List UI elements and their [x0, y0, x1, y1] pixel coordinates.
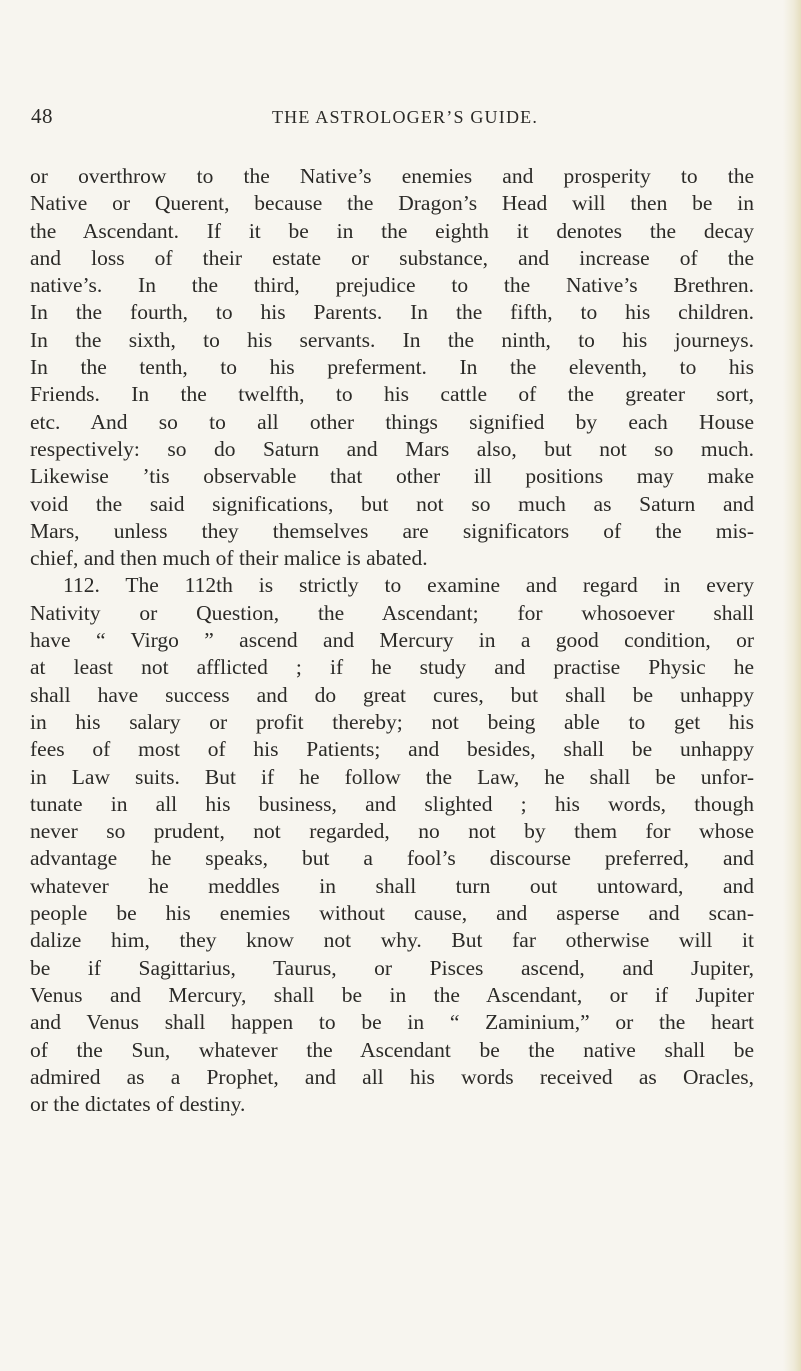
text-line: In the fourth, to his Parents. In the fifth, to his children. — [30, 300, 754, 325]
text-line: native’s. In the third, prejudice to the Native’s Brethren. — [30, 273, 754, 298]
text-line: people be his enemies without cause, and asperse and scan- — [30, 901, 754, 926]
text-line: In the tenth, to his preferment. In the eleventh, to his — [30, 355, 754, 380]
text-line: tunate in all his business, and slighted ; his words, though — [30, 791, 754, 816]
text-line: or overthrow to the Native’s enemies and prosperity to the — [30, 164, 754, 188]
text-line: and loss of their estate or substance, and increase of the — [30, 245, 754, 270]
running-title: THE ASTROLOGER’S GUIDE. — [271, 107, 539, 127]
text-line: Mars, unless they themselves are significators of the mis- — [30, 518, 754, 543]
text-line: shall have success and do great cures, but shall be unhappy — [30, 682, 754, 707]
text-line: advantage he speaks, but a fool’s discourse preferred, and — [30, 846, 754, 871]
text-line: of the Sun, whatever the Ascendant be the native shall be — [30, 1037, 754, 1062]
text-line: etc. And so to all other things signified by each House — [30, 409, 754, 434]
text-line: In the sixth, to his servants. In the ninth, to his journeys. — [30, 327, 754, 352]
text-line: chief, and then much of their malice is abated. — [30, 546, 428, 571]
text-line: Friends. In the twelfth, to his cattle of the greater sort, — [30, 382, 754, 407]
text-line: fees of most of his Patients; and besides, shall be unhappy — [30, 737, 754, 762]
paragraph-112-start: 112. The 112th is strictly to examine and regard in every — [63, 573, 754, 598]
text-line: Native or Querent, because the Dragon’s Head will then be in — [30, 191, 754, 216]
text-line: have “ Virgo ” ascend and Mercury in a good condition, or — [30, 628, 754, 653]
text-line: and Venus shall happen to be in “ Zaminium,” or the heart — [30, 1010, 754, 1035]
page-number: 48 — [31, 104, 53, 128]
text-line: the Ascendant. If it be in the eighth it denotes the decay — [30, 218, 754, 243]
text-line: never so prudent, not regarded, no not by them for whose — [30, 819, 754, 844]
text-line: dalize him, they know not why. But far otherwise will it — [30, 928, 754, 953]
page-edge-shading — [783, 0, 801, 1371]
text-line: be if Sagittarius, Taurus, or Pisces ascend, and Jupiter, — [30, 955, 754, 980]
text-line: at least not afflicted ; if he study and practise Physic he — [30, 655, 754, 680]
text-line: whatever he meddles in shall turn out untoward, and — [30, 873, 754, 898]
text-line: void the said significations, but not so much as Saturn and — [30, 491, 754, 516]
text-line: Nativity or Question, the Ascendant; for whosoever shall — [30, 600, 754, 625]
text-line: respectively: so do Saturn and Mars also, but not so much. — [30, 436, 754, 461]
text-line: Venus and Mercury, shall be in the Ascendant, or if Jupiter — [30, 982, 754, 1007]
body-text — [30, 163, 754, 1118]
text-line: in Law suits. But if he follow the Law, he shall be unfor- — [30, 764, 754, 789]
text-line: Likewise ’tis observable that other ill positions may make — [30, 464, 754, 489]
text-line: admired as a Prophet, and all his words received as Oracles, — [30, 1064, 754, 1089]
text-line: in his salary or profit thereby; not being able to get his — [30, 709, 754, 734]
text-line: or the dictates of destiny. — [30, 1092, 246, 1117]
